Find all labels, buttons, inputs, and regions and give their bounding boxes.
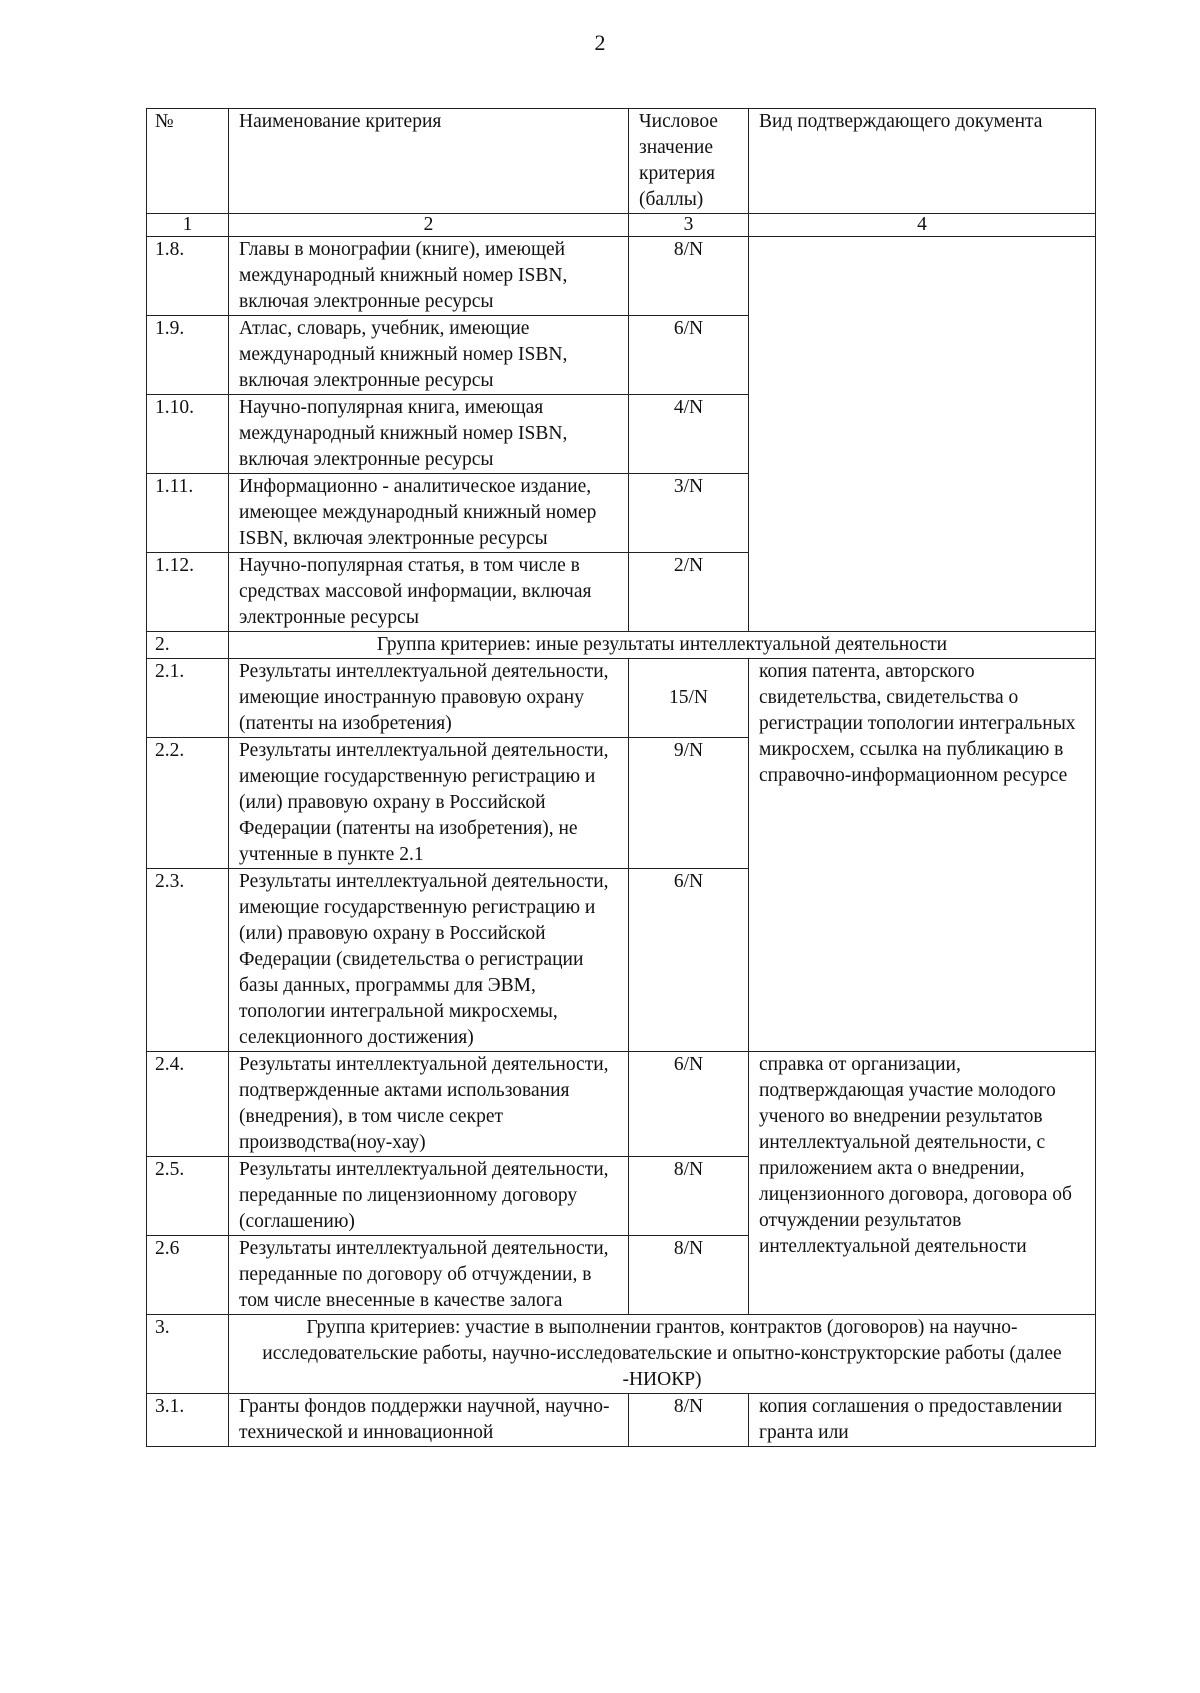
criterion-name: Результаты интеллектуальной деятельности, имеющие государственную регистрацию и (или) правовую охрану в Российской Федерации (патенты на изобретения), не учтенные в пункте 2.1 [229, 738, 629, 869]
header-criterion-name: Наименование критерия [229, 109, 629, 214]
row-number: 1.12. [147, 553, 229, 632]
row-number: 2.4. [147, 1052, 229, 1157]
criterion-value: 6/N [629, 869, 749, 1052]
criterion-name: Главы в монографии (книге), имеющей международный книжный номер ISBN, включая электронные ресурсы [229, 237, 629, 316]
criterion-name: Результаты интеллектуальной деятельности, имеющие государственную регистрацию и (или) правовую охрану в Российской Федерации (свидетельства о регистрации базы данных, программы для ЭВМ, топологии интегральной микросхемы, селекционного достижения) [229, 869, 629, 1052]
row-number: 3.1. [147, 1394, 229, 1447]
criterion-value: 8/N [629, 1157, 749, 1236]
criterion-value: 8/N [629, 237, 749, 316]
document-type-empty [749, 237, 1096, 632]
header-document-type: Вид подтверждающего документа [749, 109, 1096, 214]
row-number: 2.5. [147, 1157, 229, 1236]
column-index: 4 [749, 214, 1096, 237]
row-number: 1.11. [147, 474, 229, 553]
group-number: 3. [147, 1315, 229, 1394]
criterion-value: 8/N [629, 1394, 749, 1447]
document-type: копия соглашения о предоставлении гранта или [749, 1394, 1096, 1447]
table-row [147, 659, 1096, 738]
criterion-name: Гранты фондов поддержки научной, научно-технической и инновационной [229, 1394, 629, 1447]
table-row [147, 1394, 1096, 1447]
row-number: 2.2. [147, 738, 229, 869]
table-row [147, 1052, 1096, 1157]
column-index-row [147, 214, 1096, 237]
criterion-name: Результаты интеллектуальной деятельности, переданные по лицензионному договору (соглашению) [229, 1157, 629, 1236]
header-number: № [147, 109, 229, 214]
document-type: копия патента, авторского свидетельства, свидетельства о регистрации топологии интегральных микросхем, ссылка на публикацию в справочно-информационном ресурсе [749, 659, 1096, 1052]
criterion-value: 4/N [629, 395, 749, 474]
column-index: 1 [147, 214, 229, 237]
row-number: 1.8. [147, 237, 229, 316]
row-number: 1.10. [147, 395, 229, 474]
criterion-value: 2/N [629, 553, 749, 632]
header-criterion-value: Числовое значение критерия (баллы) [629, 109, 749, 214]
criterion-value: 3/N [629, 474, 749, 553]
group-title: Группа критериев: участие в выполнении грантов, контрактов (договоров) на научно-исследовательские работы, научно-исследовательские и опытно-конструкторские работы (далее -НИОКР) [229, 1315, 1096, 1394]
criterion-value: 9/N [629, 738, 749, 869]
criterion-name: Научно-популярная статья, в том числе в средствах массовой информации, включая электронные ресурсы [229, 553, 629, 632]
group-number: 2. [147, 632, 229, 659]
group-title: Группа критериев: иные результаты интеллектуальной деятельности [229, 632, 1096, 659]
criterion-value: 6/N [629, 1052, 749, 1157]
criterion-value: 15/N [629, 659, 749, 738]
criteria-table [146, 108, 1096, 1447]
row-number: 2.3. [147, 869, 229, 1052]
table-row [147, 237, 1096, 316]
page-number: 2 [594, 30, 606, 55]
header-row [147, 109, 1096, 214]
criterion-value: 6/N [629, 316, 749, 395]
criterion-name: Научно-популярная книга, имеющая международный книжный номер ISBN, включая электронные ресурсы [229, 395, 629, 474]
group-row [147, 632, 1096, 659]
document-type: справка от организации, подтверждающая участие молодого ученого во внедрении результатов интеллектуальной деятельности, с приложением акта о внедрении, лицензионного договора, договора об отчуждении результатов интеллектуальной деятельности [749, 1052, 1096, 1315]
group-row [147, 1315, 1096, 1394]
criterion-name: Результаты интеллектуальной деятельности, имеющие иностранную правовую охрану (патенты на изобретения) [229, 659, 629, 738]
row-number: 1.9. [147, 316, 229, 395]
criterion-name: Информационно - аналитическое издание, имеющее международный книжный номер ISBN, включая электронные ресурсы [229, 474, 629, 553]
column-index: 2 [229, 214, 629, 237]
row-number: 2.1. [147, 659, 229, 738]
column-index: 3 [629, 214, 749, 237]
criterion-value: 8/N [629, 1236, 749, 1315]
criterion-name: Атлас, словарь, учебник, имеющие международный книжный номер ISBN, включая электронные ресурсы [229, 316, 629, 395]
criterion-name: Результаты интеллектуальной деятельности, подтвержденные актами использования (внедрения), в том числе секрет производства(ноу-хау) [229, 1052, 629, 1157]
criterion-name: Результаты интеллектуальной деятельности, переданные по договору об отчуждении, в том числе внесенные в качестве залога [229, 1236, 629, 1315]
row-number: 2.6 [147, 1236, 229, 1315]
